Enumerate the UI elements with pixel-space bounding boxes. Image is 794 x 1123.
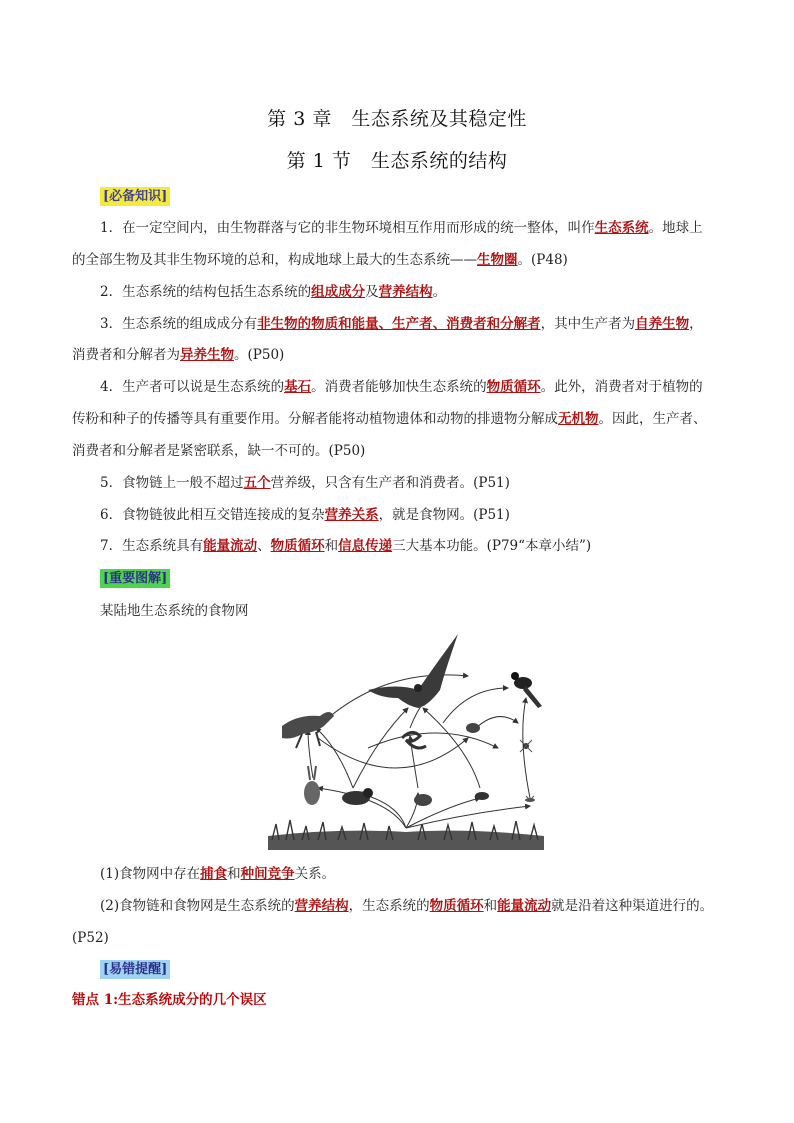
text: 和 xyxy=(483,898,498,914)
p4-line3 xyxy=(72,441,365,461)
chapter-title: 第 3 章 生态系统及其稳定性 xyxy=(267,108,527,130)
q2-line2: (P52) xyxy=(72,930,109,946)
p1-line2 xyxy=(72,250,568,270)
keyword: 生物圈 xyxy=(477,252,518,268)
keyword: 异养生物 xyxy=(180,347,234,363)
text: 和 xyxy=(227,866,241,882)
keyword: 能量流动 xyxy=(497,898,552,914)
text: 。因此，生产者、 xyxy=(598,411,707,427)
p1-line1 xyxy=(100,218,703,238)
text: 。此外，消费者对于植物的 xyxy=(540,379,703,395)
p3-line1 xyxy=(100,314,703,334)
error-point-heading: 错点 1:生态系统成分的几个误区 xyxy=(72,992,267,1008)
text: ， xyxy=(689,316,703,332)
text: ，生态系统的 xyxy=(348,898,430,914)
text: 6．食物链彼此相互交错连接成的复杂 xyxy=(100,507,325,523)
text: (1)食物网中存在 xyxy=(100,866,201,882)
food-web-illustration xyxy=(268,628,544,850)
text: 、 xyxy=(257,538,271,554)
keyword: 能量流动 xyxy=(203,538,258,554)
text: (2)食物链和食物网是生态系统的 xyxy=(100,898,295,914)
text: 2．生态系统的结构包括生态系统的 xyxy=(100,284,312,300)
keyword: 种间竞争 xyxy=(240,866,295,882)
keyword: 非生物的物质和能量、生产者、消费者和分解者 xyxy=(257,316,541,332)
p3-line2 xyxy=(72,345,284,365)
keyword: 物质循环 xyxy=(486,379,541,395)
q2-line1 xyxy=(100,896,713,916)
text: 营养级，只含有生产者和消费者。(P51) xyxy=(270,475,510,491)
p4-line2 xyxy=(72,409,707,429)
grass-base xyxy=(268,820,544,850)
tag-required-knowledge: [必备知识] xyxy=(100,187,170,206)
spider-icon xyxy=(520,740,532,752)
keyword: 组成成分 xyxy=(311,284,366,300)
frog-icon xyxy=(466,723,480,733)
keyword: 捕食 xyxy=(200,866,228,882)
text: 及 xyxy=(365,284,379,300)
text: 传粉和种子的传播等具有重要作用。分解者能将动植物遗体和动物的排遗物分解成 xyxy=(72,411,558,427)
keyword: 五个 xyxy=(243,475,271,491)
text: 。地球上 xyxy=(648,220,703,236)
keyword: 营养关系 xyxy=(324,507,379,523)
text: 。(P50) xyxy=(234,347,285,363)
text: 三大基本功能。(P79“本章小结”) xyxy=(392,538,592,554)
text: 1．在一定空间内，由生物群落与它的非生物环境相互作用而形成的统一整体，叫作 xyxy=(100,220,595,236)
text: 消费者和分解者是紧密联系，缺一不可的。(P50) xyxy=(72,443,366,459)
p4-line1 xyxy=(100,377,703,397)
p2-line1 xyxy=(100,282,446,302)
text: 3．生态系统的组成成分有 xyxy=(100,316,258,332)
text: 就是沿着这种渠道进行的。 xyxy=(551,898,714,914)
tag-error-prone: [易错提醒] xyxy=(100,960,170,979)
keyword: 营养结构 xyxy=(294,898,349,914)
keyword: 物质循环 xyxy=(270,538,325,554)
keyword: 物质循环 xyxy=(429,898,484,914)
text: 。 xyxy=(432,284,447,300)
keyword: 信息传递 xyxy=(338,538,393,554)
text: 。(P48) xyxy=(517,252,568,268)
p6-line1 xyxy=(100,505,510,525)
keyword: 无机物 xyxy=(558,411,599,427)
text: 消费者和分解者为 xyxy=(72,347,180,363)
text: 关系。 xyxy=(294,866,336,882)
text: ，就是食物网。(P51) xyxy=(378,507,510,523)
text: 4．生产者可以说是生态系统的 xyxy=(100,379,285,395)
q1-line1 xyxy=(100,864,335,884)
text: 和 xyxy=(324,538,339,554)
figure-caption: 某陆地生态系统的食物网 xyxy=(100,603,249,619)
eagle-icon xyxy=(368,634,458,708)
magpie-icon xyxy=(511,672,542,708)
text: ，其中生产者为 xyxy=(540,316,636,332)
keyword: 营养结构 xyxy=(378,284,433,300)
text: 。消费者能够加快生态系统的 xyxy=(311,379,487,395)
keyword: 自养生物 xyxy=(635,316,690,332)
keyword: 基石 xyxy=(284,379,312,395)
section-title: 第 1 节 生态系统的结构 xyxy=(286,150,508,172)
text: 7．生态系统具有 xyxy=(100,538,204,554)
keyword: 生态系统 xyxy=(594,220,649,236)
p7-line1 xyxy=(100,536,591,556)
raccoon-icon xyxy=(342,788,373,805)
p5-line1 xyxy=(100,473,510,493)
text: 的全部生物及其非生物环境的总和，构成地球上最大的生态系统—— xyxy=(72,252,477,268)
hedgehog-icon xyxy=(414,794,432,806)
tag-key-diagram: [重要图解] xyxy=(100,569,170,588)
small-bird-icon xyxy=(475,792,489,800)
text: 5．食物链上一般不超过 xyxy=(100,475,244,491)
